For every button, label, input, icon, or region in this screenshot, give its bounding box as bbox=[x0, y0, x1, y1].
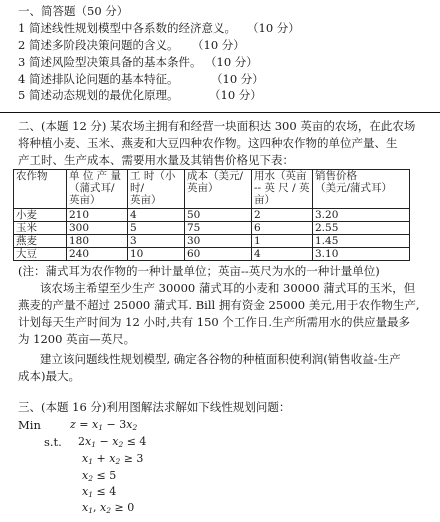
q5-text: 5 简述动态规划的最优化原理。 bbox=[18, 88, 179, 102]
table-row bbox=[14, 235, 410, 248]
section2-intro-line1: 二、(本题 12 分) 某农场主拥有和经营一块面积达 300 英亩的农场，在此农场 bbox=[18, 119, 416, 133]
cell-yield: 210 bbox=[67, 209, 128, 222]
cell-cost: 60 bbox=[185, 248, 252, 261]
q3-score: （10 分） bbox=[205, 55, 258, 69]
cell-yield: 240 bbox=[67, 248, 128, 261]
q3-text: 3 简述风险型决策具备的基本条件。 bbox=[18, 55, 202, 69]
constraint-1: $2x_1 - x_2 \le 4$ bbox=[78, 435, 147, 449]
table-header-row bbox=[14, 170, 410, 209]
cell-water: 2 bbox=[252, 209, 313, 222]
section-divider bbox=[0, 112, 440, 113]
cell-cost: 30 bbox=[185, 235, 252, 248]
cell-crop: 燕麦 bbox=[14, 235, 67, 248]
crop-data-table bbox=[13, 169, 410, 261]
q4-text: 4 简述排队论问题的基本特征。 bbox=[18, 72, 179, 86]
table-row bbox=[14, 222, 410, 235]
cell-water: 1 bbox=[252, 235, 313, 248]
st-label: s.t. bbox=[44, 435, 62, 449]
section2-body-line1: 该农场主希望至少生产 30000 蒲式耳的小麦和 30000 蒲式耳的玉米，但 bbox=[40, 281, 416, 295]
header-cost: 成本（美元/ 英亩） bbox=[185, 170, 252, 209]
q4-score: （10 分） bbox=[211, 72, 264, 86]
header-hours: 工 时（小 时/ 英亩） bbox=[128, 170, 185, 209]
cell-hours: 10 bbox=[128, 248, 185, 261]
cell-yield: 300 bbox=[67, 222, 128, 235]
cell-price: 2.55 bbox=[313, 222, 410, 235]
section3-heading: 三、(本题 16 分)利用图解法求解如下线性规划问题： bbox=[18, 400, 291, 414]
section2-body-line4: 为 1200 英亩—英尺。 bbox=[18, 332, 136, 346]
header-price: 销售价格 （美元/蒲式耳） bbox=[313, 170, 410, 209]
table-row bbox=[14, 248, 410, 261]
cell-hours: 5 bbox=[128, 222, 185, 235]
q1-score: （10 分） bbox=[247, 21, 300, 35]
constraint-4: $x_1 \le 4$ bbox=[82, 485, 117, 499]
section2-intro-line3: 产工时、生产成本、需要用水量及其销售价格见下表： bbox=[18, 153, 294, 167]
constraint-3: $x_2 \le 5$ bbox=[82, 469, 117, 483]
objective-lhs: z bbox=[70, 418, 76, 431]
q5-score: （10 分） bbox=[209, 88, 262, 102]
section2-task-line1: 建立该问题线性规划模型, 确定各谷物的种植面积使利润(销售收益-生产 bbox=[40, 352, 401, 366]
constraint-2: $x_1 + x_2 \ge 3$ bbox=[82, 452, 144, 466]
section2-task-line2: 成本)最大。 bbox=[18, 369, 80, 383]
header-water: 用水（英亩 -- 英 尺 / 英 亩） bbox=[252, 170, 313, 209]
cell-cost: 50 bbox=[185, 209, 252, 222]
cell-hours: 4 bbox=[128, 209, 185, 222]
table-row bbox=[14, 209, 410, 222]
section2-intro-line2: 将种植小麦、玉米、燕麦和大豆四种农作物。这四种农作物的单位产量、生 bbox=[18, 136, 398, 150]
header-crop: 农作物 bbox=[14, 170, 67, 209]
q2-score: （10 分） bbox=[192, 38, 245, 52]
cell-price: 3.20 bbox=[313, 209, 410, 222]
section2-body-line2: 燕麦的产量不超过 25000 蒲式耳. Bill 拥有资金 25000 美元,用于农作物生产, bbox=[18, 298, 420, 312]
cell-cost: 75 bbox=[185, 222, 252, 235]
cell-yield: 180 bbox=[67, 235, 128, 248]
cell-crop: 玉米 bbox=[14, 222, 67, 235]
cell-water: 4 bbox=[252, 248, 313, 261]
q1-text: 1 简述线性规划模型中各系数的经济意义。 bbox=[18, 21, 236, 35]
section2-body-line3: 计划每天生产时间为 12 小时,共有 150 个工作日.生产所需用水的供应量最多 bbox=[18, 315, 411, 329]
constraint-5: $x_1$, $x_2 \ge 0$ bbox=[82, 501, 135, 515]
cell-crop: 大豆 bbox=[14, 248, 67, 261]
objective-function: $z = x_1 - 3x_2$ bbox=[70, 418, 138, 432]
min-label: Min bbox=[18, 418, 41, 432]
table-note: (注：蒲式耳为农作物的一种计量单位；英亩--英尺为水的一种计量单位) bbox=[18, 264, 380, 278]
cell-price: 3.10 bbox=[313, 248, 410, 261]
cell-crop: 小麦 bbox=[14, 209, 67, 222]
header-yield: 单 位 产 量 （蒲式耳/ 英亩） bbox=[67, 170, 128, 209]
cell-water: 6 bbox=[252, 222, 313, 235]
section1-heading: 一、简答题（50 分） bbox=[18, 4, 129, 18]
q2-text: 2 简述多阶段决策问题的含义。 bbox=[18, 38, 179, 52]
cell-price: 1.45 bbox=[313, 235, 410, 248]
cell-hours: 3 bbox=[128, 235, 185, 248]
